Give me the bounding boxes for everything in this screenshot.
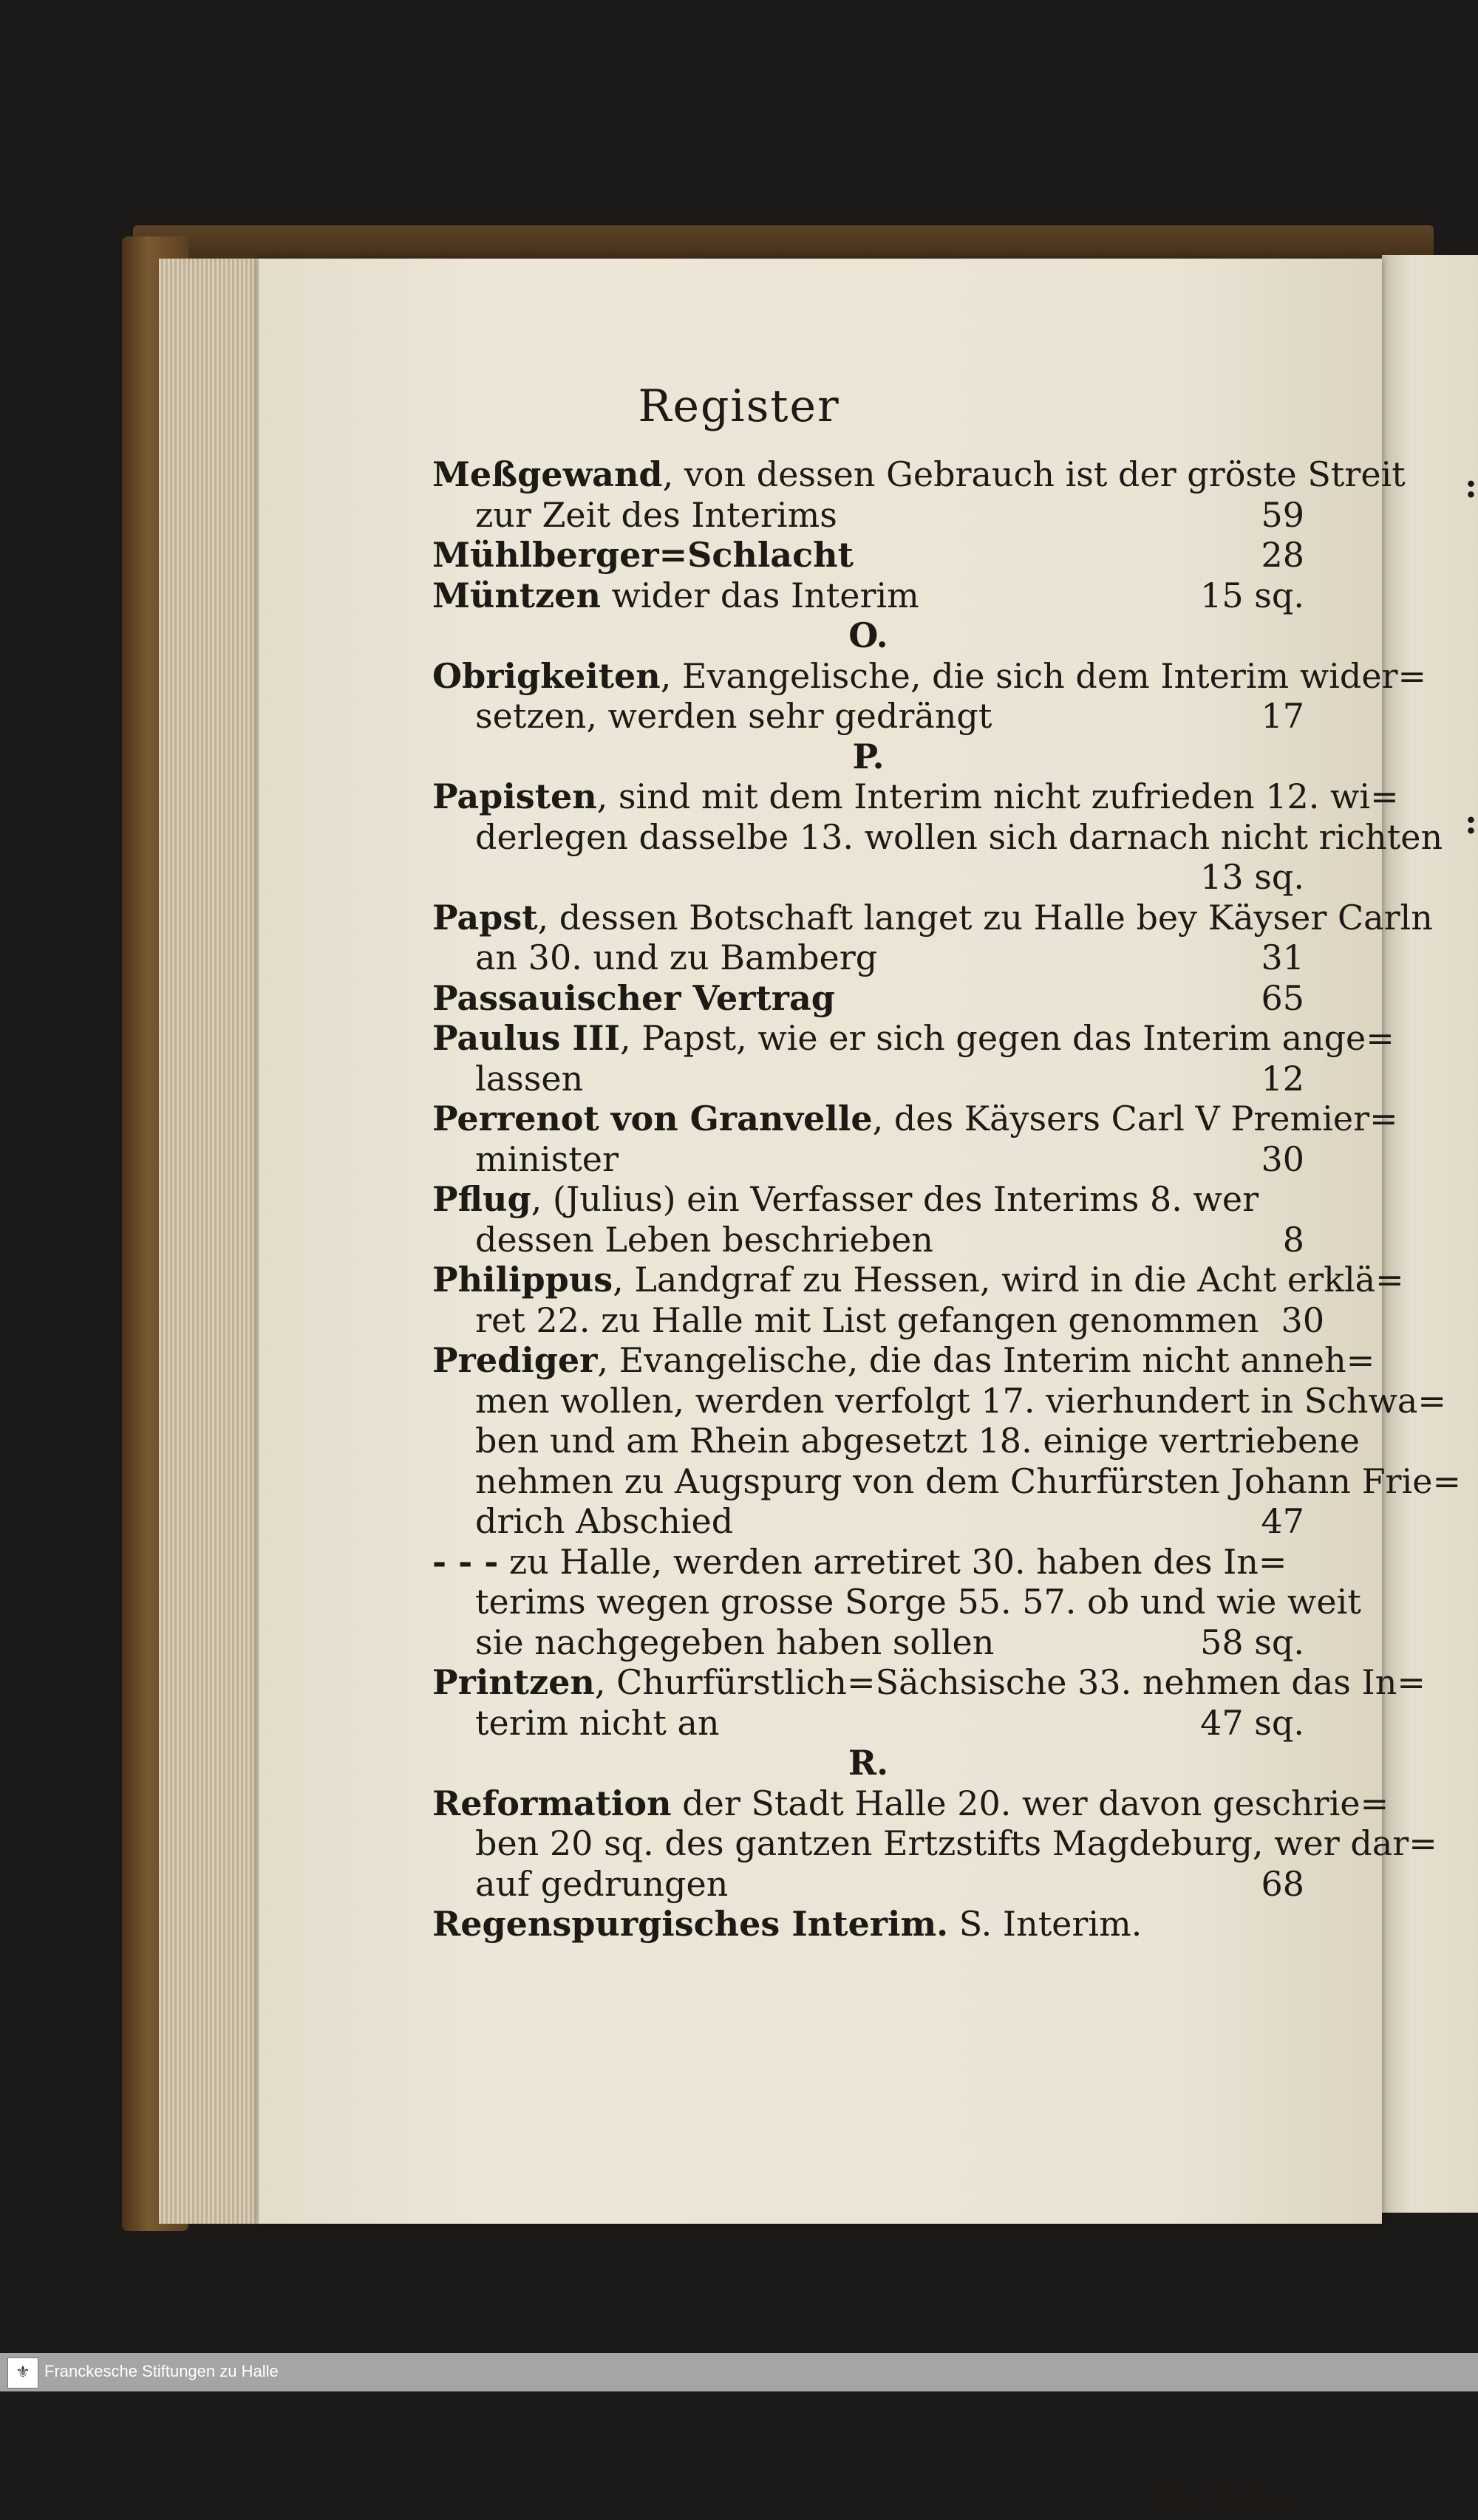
entry-text xyxy=(475,1139,619,1180)
register-line xyxy=(432,495,1304,536)
entry-description: ret 22. zu Halle mit List gefangen genommen xyxy=(475,1300,1259,1340)
section-letter xyxy=(432,737,1304,777)
register-line xyxy=(432,696,1304,737)
register-line xyxy=(432,1622,1304,1663)
page-reference: 8 xyxy=(1282,1219,1304,1260)
page-edges xyxy=(159,259,270,2224)
entry-headword: Paulus III xyxy=(432,1018,620,1058)
register-line xyxy=(432,897,1433,938)
register-line xyxy=(432,776,1399,817)
entry-text xyxy=(475,1461,1461,1502)
entry-text xyxy=(475,938,877,978)
register-line xyxy=(432,1783,1389,1824)
entry-text xyxy=(475,1501,733,1542)
page-reference: 17 xyxy=(1261,696,1304,736)
register-line xyxy=(432,1582,1361,1622)
register-line xyxy=(432,1461,1461,1502)
entry-text xyxy=(475,1421,1360,1461)
entry-text xyxy=(432,454,1406,495)
entry-text xyxy=(475,696,992,737)
entry-description: , sind mit dem Interim nicht zufrieden 12. wi= xyxy=(596,776,1399,816)
entry-headword: Obrigkeiten xyxy=(432,655,661,696)
entry-description: an 30. und zu Bamberg xyxy=(475,938,878,977)
entry-description: terim nicht an xyxy=(475,1702,720,1743)
register-line xyxy=(432,1380,1446,1421)
entry-description: nehmen zu Augspurg von dem Churfürsten Johann Frie= xyxy=(475,1461,1461,1501)
register-line xyxy=(432,1703,1304,1744)
entry-description: auf gedrungen xyxy=(475,1863,729,1904)
entry-text xyxy=(475,495,837,536)
page-reference: 30 xyxy=(1261,1138,1304,1179)
register-line xyxy=(432,1260,1404,1300)
footer-bar xyxy=(0,2353,1478,2391)
entry-description: derlegen dasselbe 13. wollen sich darnach nicht richten xyxy=(475,816,1443,857)
library-logo-icon: ⚜ xyxy=(7,2357,38,2388)
entry-description: setzen, werden sehr gedrängt xyxy=(475,696,992,736)
entry-description: men wollen, werden verfolgt 17. vierhundert in Schwa= xyxy=(475,1380,1446,1421)
page-reference: 15 sq. xyxy=(1200,575,1304,615)
page-reference: 47 sq. xyxy=(1200,1702,1304,1743)
entry-headword: Meßgewand xyxy=(432,454,663,494)
entry-text xyxy=(475,1059,583,1099)
register-line xyxy=(432,535,1304,576)
entry-headword: Pflug xyxy=(432,1179,531,1219)
section-letter-text: P. xyxy=(852,736,885,776)
page-reference: 31 xyxy=(1261,938,1304,977)
entry-text xyxy=(432,576,919,616)
register-line xyxy=(432,1139,1304,1180)
entry-description: terims wegen grosse Sorge 55. 57. ob und wie weit xyxy=(475,1582,1361,1622)
entry-description: ben 20 sq. des gantzen Ertzstifts Magdeburg, wer dar= xyxy=(475,1823,1437,1863)
page-title: Register xyxy=(638,380,840,432)
register-line xyxy=(432,454,1406,495)
entry-description: , Landgraf zu Hessen, wird in die Acht erklä= xyxy=(613,1260,1404,1300)
register-line xyxy=(432,1300,1325,1341)
footer-credit: Franckesche Stiftungen zu Halle xyxy=(44,2362,279,2380)
entry-description: zu Halle, werden arretiret 30. haben des In= xyxy=(498,1541,1287,1582)
section-letter xyxy=(432,1743,1304,1783)
page-reference: 68 xyxy=(1261,1863,1304,1904)
entry-headword: Mühlberger=Schlacht xyxy=(432,535,854,575)
register-line xyxy=(432,1099,1398,1139)
entry-text xyxy=(432,535,854,576)
entry-headword: Papisten xyxy=(432,776,597,816)
section-letter xyxy=(432,615,1304,656)
entry-description: , von dessen Gebrauch ist der gröste Streit xyxy=(662,454,1406,494)
entry-headword: Reformation xyxy=(432,1783,672,1823)
page-reference: 59 xyxy=(1261,494,1304,535)
entry-text xyxy=(475,1381,1446,1421)
entry-text xyxy=(475,1220,933,1260)
register-line xyxy=(432,1421,1360,1461)
entry-description: lassen xyxy=(475,1058,584,1099)
entry-headword: Prediger xyxy=(432,1340,598,1380)
page-reference: 30 xyxy=(1281,1300,1325,1340)
register-line xyxy=(432,1542,1304,1582)
entry-text xyxy=(475,1622,994,1663)
entry-text xyxy=(432,1783,1389,1824)
register-line xyxy=(432,1864,1304,1905)
register-line xyxy=(432,1501,1304,1542)
entry-description: minister xyxy=(475,1138,619,1179)
entry-text xyxy=(432,1260,1404,1300)
page-reference: 58 sq. xyxy=(1200,1622,1304,1662)
catchword: Reichs, xyxy=(1159,2479,1304,2520)
entry-description: , Papst, wie er sich gegen das Interim ange= xyxy=(620,1018,1394,1058)
entry-text xyxy=(475,1582,1361,1622)
entry-description: dessen Leben beschrieben xyxy=(475,1219,933,1260)
entry-description: , Churfürstlich=Sächsische 33. nehmen das In= xyxy=(594,1662,1426,1702)
register-line xyxy=(432,857,1304,898)
entry-text xyxy=(432,978,835,1019)
entry-description: , Evangelische, die das Interim nicht anneh= xyxy=(597,1340,1375,1380)
entry-text xyxy=(432,656,1426,697)
register-line xyxy=(432,1018,1394,1059)
entry-headword: Printzen xyxy=(432,1662,595,1702)
entry-headword: Regenspurgisches Interim. xyxy=(432,1904,949,1944)
register-line xyxy=(432,1179,1304,1220)
page-reference: 65 xyxy=(1261,977,1304,1018)
entry-description: , des Käysers Carl V Premier= xyxy=(872,1099,1398,1138)
register-line xyxy=(432,1059,1304,1099)
entry-headword: Perrenot von Granvelle xyxy=(432,1099,873,1138)
entry-description: ben und am Rhein abgesetzt 18. einige vertriebene xyxy=(475,1421,1360,1461)
entry-text xyxy=(432,1018,1394,1059)
register-line xyxy=(432,1904,1304,1944)
entry-text xyxy=(432,1904,1142,1944)
register-line xyxy=(432,1340,1375,1381)
entry-text xyxy=(432,1179,1259,1220)
entry-description: S. Interim. xyxy=(948,1904,1142,1944)
entry-description: sie nachgegeben haben sollen xyxy=(475,1622,995,1662)
page-reference: 13 sq. xyxy=(1200,857,1304,897)
page-reference: 28 xyxy=(1261,535,1304,575)
register-line xyxy=(432,938,1304,978)
register-entries xyxy=(432,454,1461,2520)
entry-description: zur Zeit des Interims xyxy=(475,494,837,535)
page-reference: 12 xyxy=(1261,1058,1304,1099)
section-letter-text: O. xyxy=(848,615,888,655)
register-line xyxy=(432,1823,1437,1864)
entry-text xyxy=(475,1864,728,1905)
facing-page-edge: : : xyxy=(1382,255,1478,2213)
register-line xyxy=(432,1662,1426,1703)
entry-text xyxy=(432,1099,1398,1139)
register-line xyxy=(432,655,1427,697)
entry-text xyxy=(432,1542,1287,1582)
register-line xyxy=(432,816,1443,858)
entry-description: der Stadt Halle 20. wer davon geschrie= xyxy=(671,1783,1389,1823)
entry-headword: Müntzen xyxy=(432,575,601,615)
entry-text xyxy=(475,817,1443,858)
register-line xyxy=(432,576,1304,616)
register-line xyxy=(432,1220,1304,1260)
entry-headword: Passauischer Vertrag xyxy=(432,977,835,1018)
page-reference: 47 xyxy=(1261,1501,1304,1541)
entry-description: drich Abschied xyxy=(475,1501,734,1541)
entry-text xyxy=(432,1662,1426,1703)
entry-description: , (Julius) ein Verfasser des Interims 8. wer xyxy=(531,1179,1259,1219)
entry-headword: Papst xyxy=(432,897,538,938)
entry-description: , Evangelische, die sich dem Interim wider= xyxy=(660,655,1427,696)
entry-text xyxy=(432,1340,1375,1381)
entry-text xyxy=(475,1703,720,1744)
entry-headword: Philippus xyxy=(432,1260,613,1300)
entry-headword: - - - xyxy=(432,1541,499,1582)
entry-text xyxy=(475,1300,1259,1341)
section-letter-text: R. xyxy=(848,1743,889,1783)
entry-text xyxy=(432,776,1399,817)
entry-description: wider das Interim xyxy=(600,575,919,615)
register-line xyxy=(432,978,1304,1019)
entry-description: , dessen Botschaft langet zu Halle bey Käyser Carln xyxy=(537,897,1433,938)
entry-text xyxy=(475,1823,1437,1864)
entry-text xyxy=(432,898,1433,938)
